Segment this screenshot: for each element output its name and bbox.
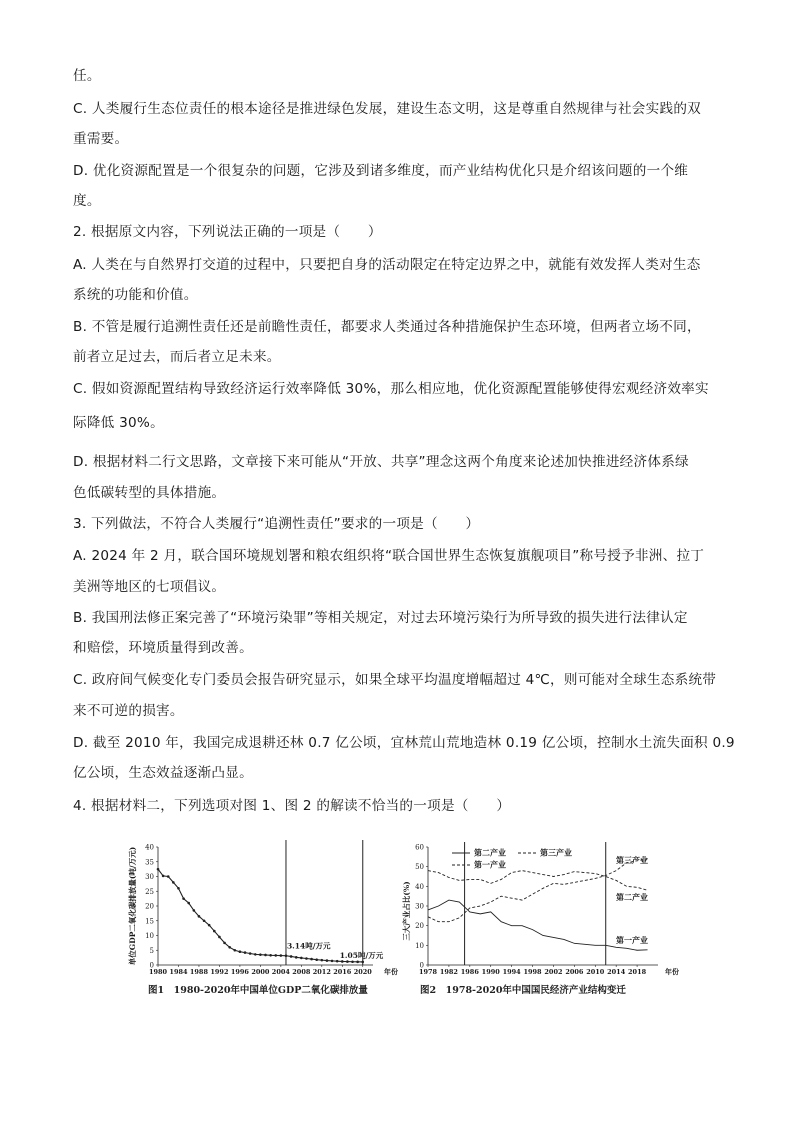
x-tick-label: 1992 bbox=[210, 968, 229, 976]
x-tick-label: 2018 bbox=[628, 968, 647, 976]
x-tick-label: 2004 bbox=[271, 968, 290, 976]
x-tick-label: 2008 bbox=[292, 968, 311, 976]
data-point bbox=[259, 953, 262, 956]
data-point bbox=[336, 960, 339, 963]
x-axis-label: 年份 bbox=[665, 967, 679, 976]
x-tick-label: 2014 bbox=[607, 968, 626, 976]
data-point bbox=[223, 942, 226, 945]
y-tick-label: 5 bbox=[149, 946, 154, 955]
data-point bbox=[285, 954, 288, 957]
text-line: D. 截至 2010 年，我国完成退耕还林 0.7 亿公顷，宜林荒山荒地造林 0.19 亿公顷，控制水土流失面积 0.9 bbox=[73, 735, 735, 751]
data-point bbox=[351, 960, 354, 963]
series-label: 第一产业 bbox=[616, 935, 648, 945]
data-point bbox=[321, 959, 324, 962]
data-point bbox=[172, 881, 175, 884]
data-point bbox=[346, 960, 349, 963]
text-line: 2. 根据原文内容，下列说法正确的一项是（ ） bbox=[73, 224, 382, 240]
data-point bbox=[274, 954, 277, 957]
data-point bbox=[228, 946, 231, 949]
x-tick-label: 1988 bbox=[189, 968, 208, 976]
y-tick-label: 60 bbox=[415, 843, 424, 852]
x-tick-label: 1986 bbox=[460, 968, 479, 976]
data-point bbox=[300, 957, 303, 960]
series-line-2 bbox=[428, 900, 648, 950]
data-point bbox=[356, 961, 359, 964]
annotation-2005: 3.14吨/万元 bbox=[286, 941, 331, 951]
figure-1-chart bbox=[125, 840, 400, 985]
data-point bbox=[182, 897, 185, 900]
y-tick-label: 20 bbox=[415, 922, 424, 931]
x-tick-label: 1996 bbox=[230, 968, 249, 976]
x-tick-label: 2000 bbox=[251, 968, 270, 976]
y-tick-label: 35 bbox=[145, 858, 154, 867]
legend-label: 第二产业 bbox=[474, 847, 506, 858]
x-tick-label: 1980 bbox=[148, 968, 168, 976]
text-line: 亿公顷，生态效益逐渐凸显。 bbox=[73, 765, 253, 781]
y-tick-label: 40 bbox=[415, 882, 424, 891]
data-point bbox=[254, 953, 257, 956]
y-tick-label: 30 bbox=[145, 873, 154, 881]
data-point bbox=[187, 902, 190, 905]
x-tick-label: 2012 bbox=[312, 968, 331, 976]
y-tick-label: 40 bbox=[145, 843, 154, 852]
data-point bbox=[295, 956, 298, 959]
x-tick-label: 1984 bbox=[169, 968, 188, 976]
data-point bbox=[213, 930, 216, 933]
series-label: 第二产业 bbox=[616, 892, 648, 902]
figure-1-caption: 图1 1980-2020年中国单位GDP二氧化碳排放量 bbox=[148, 985, 368, 996]
text-line: 和赔偿，环境质量得到改善。 bbox=[73, 640, 253, 656]
x-tick-label: 2010 bbox=[586, 968, 605, 976]
text-line: C. 假如资源配置结构导致经济运行效率降低 30%，那么相应地，优化资源配置能够使得宏观经济效率实 bbox=[73, 381, 709, 397]
data-point bbox=[331, 960, 334, 963]
text-line: 度。 bbox=[73, 193, 101, 209]
text-line: 4. 根据材料二，下列选项对图 1、图 2 的解读不恰当的一项是（ ） bbox=[73, 798, 511, 814]
text-line: 系统的功能和价值。 bbox=[73, 287, 198, 303]
x-tick-label: 1982 bbox=[439, 968, 458, 976]
x-tick-label: 2006 bbox=[565, 968, 584, 976]
text-line: 色低碳转型的具体措施。 bbox=[73, 485, 226, 501]
data-point bbox=[244, 951, 247, 954]
x-tick-label: 1998 bbox=[523, 968, 542, 976]
legend-label: 第一产业 bbox=[474, 859, 506, 870]
data-point bbox=[326, 959, 329, 962]
text-line: 3. 下列做法，不符合人类履行“追溯性责任”要求的一项是（ ） bbox=[73, 516, 480, 532]
data-point bbox=[290, 955, 293, 958]
series-label: 第三产业 bbox=[616, 855, 648, 865]
figure-2-caption: 图2 1978-2020年中国国民经济产业结构变迁 bbox=[420, 985, 626, 996]
y-tick-label: 0 bbox=[419, 961, 424, 970]
x-tick-label: 1978 bbox=[418, 968, 438, 976]
text-line: C. 政府间气候变化专门委员会报告研究显示，如果全球平均温度增幅超过 4℃，则可能对全球生态系统带 bbox=[73, 672, 717, 688]
text-line: 际降低 30%。 bbox=[73, 415, 164, 431]
x-tick-label: 1990 bbox=[481, 968, 500, 976]
y-tick-label: 30 bbox=[415, 902, 424, 911]
x-tick-label: 1994 bbox=[502, 968, 521, 976]
x-tick-label: 2020 bbox=[353, 968, 372, 976]
y-tick-label: 10 bbox=[415, 941, 424, 950]
data-point bbox=[341, 960, 344, 963]
data-point bbox=[177, 887, 180, 890]
text-line: B. 我国刑法修正案完善了“环境污染罪”等相关规定，对过去环境污染行为所导致的损失进行法律认定 bbox=[73, 610, 688, 626]
text-line: A. 2024 年 2 月，联合国环境规划署和粮农组织将“联合国世界生态恢复旗舰项目”称号授予非洲、拉丁 bbox=[73, 548, 705, 564]
x-tick-label: 2002 bbox=[544, 968, 563, 976]
text-line: B. 不管是履行追溯性责任还是前瞻性责任，都要求人类通过各种措施保护生态环境，但两者立场不同， bbox=[73, 319, 701, 335]
y-axis-label: 单位GDP二氧化碳排放量(吨/万元) bbox=[128, 846, 137, 966]
data-point bbox=[157, 868, 160, 871]
series-line-1 bbox=[428, 859, 648, 922]
data-point bbox=[239, 950, 242, 953]
y-tick-label: 15 bbox=[145, 917, 154, 926]
legend-label: 第三产业 bbox=[540, 847, 572, 858]
annotation-2020: 1.05吨/万元 bbox=[339, 950, 384, 960]
data-point bbox=[310, 958, 313, 961]
y-tick-label: 10 bbox=[145, 932, 154, 940]
text-line: A. 人类在与自然界打交道的过程中，只要把自身的活动限定在特定边界之中，就能有效发挥人类对生态 bbox=[73, 257, 701, 273]
text-line: 来不可逆的损害。 bbox=[73, 703, 184, 719]
y-tick-label: 20 bbox=[145, 902, 154, 911]
y-tick-label: 50 bbox=[415, 863, 424, 872]
data-point bbox=[193, 909, 196, 912]
data-point bbox=[167, 875, 170, 878]
data-point bbox=[203, 919, 206, 922]
text-line: C. 人类履行生态位责任的根本途径是推进绿色发展，建设生态文明，这是尊重自然规律与社会实践的双 bbox=[73, 101, 702, 117]
text-line: 任。 bbox=[73, 68, 101, 84]
text-line: D. 优化资源配置是一个很复杂的问题，它涉及到诸多维度，而产业结构优化只是介绍该问题的一个维 bbox=[73, 163, 689, 179]
x-tick-label: 2016 bbox=[333, 968, 352, 976]
data-point bbox=[218, 936, 221, 939]
data-point bbox=[233, 949, 236, 952]
figures bbox=[0, 840, 794, 1000]
text-line: 前者立足过去，而后者立足未来。 bbox=[73, 349, 281, 365]
data-point bbox=[198, 915, 201, 918]
text-line: D. 根据材料二行文思路，文章接下来可能从“开放、共享”理念这两个角度来论述加快推进经济体系绿 bbox=[73, 454, 689, 470]
data-point bbox=[264, 954, 267, 957]
y-axis-label: 三大产业占比(%) bbox=[402, 881, 411, 941]
data-point bbox=[280, 954, 283, 957]
x-axis-label: 年份 bbox=[384, 967, 398, 976]
data-point bbox=[315, 958, 318, 961]
data-point bbox=[162, 875, 165, 878]
y-tick-label: 0 bbox=[149, 961, 154, 970]
data-point bbox=[361, 961, 364, 964]
data-point bbox=[305, 957, 308, 960]
text-line: 美洲等地区的七项倡议。 bbox=[73, 579, 226, 595]
series-line-0 bbox=[428, 871, 648, 891]
y-tick-label: 25 bbox=[145, 887, 154, 896]
text-line: 重需要。 bbox=[73, 131, 129, 147]
emission-line bbox=[158, 869, 363, 962]
figure-2-chart bbox=[400, 840, 680, 985]
data-point bbox=[269, 954, 272, 957]
data-point bbox=[208, 924, 211, 927]
data-point bbox=[249, 952, 252, 955]
